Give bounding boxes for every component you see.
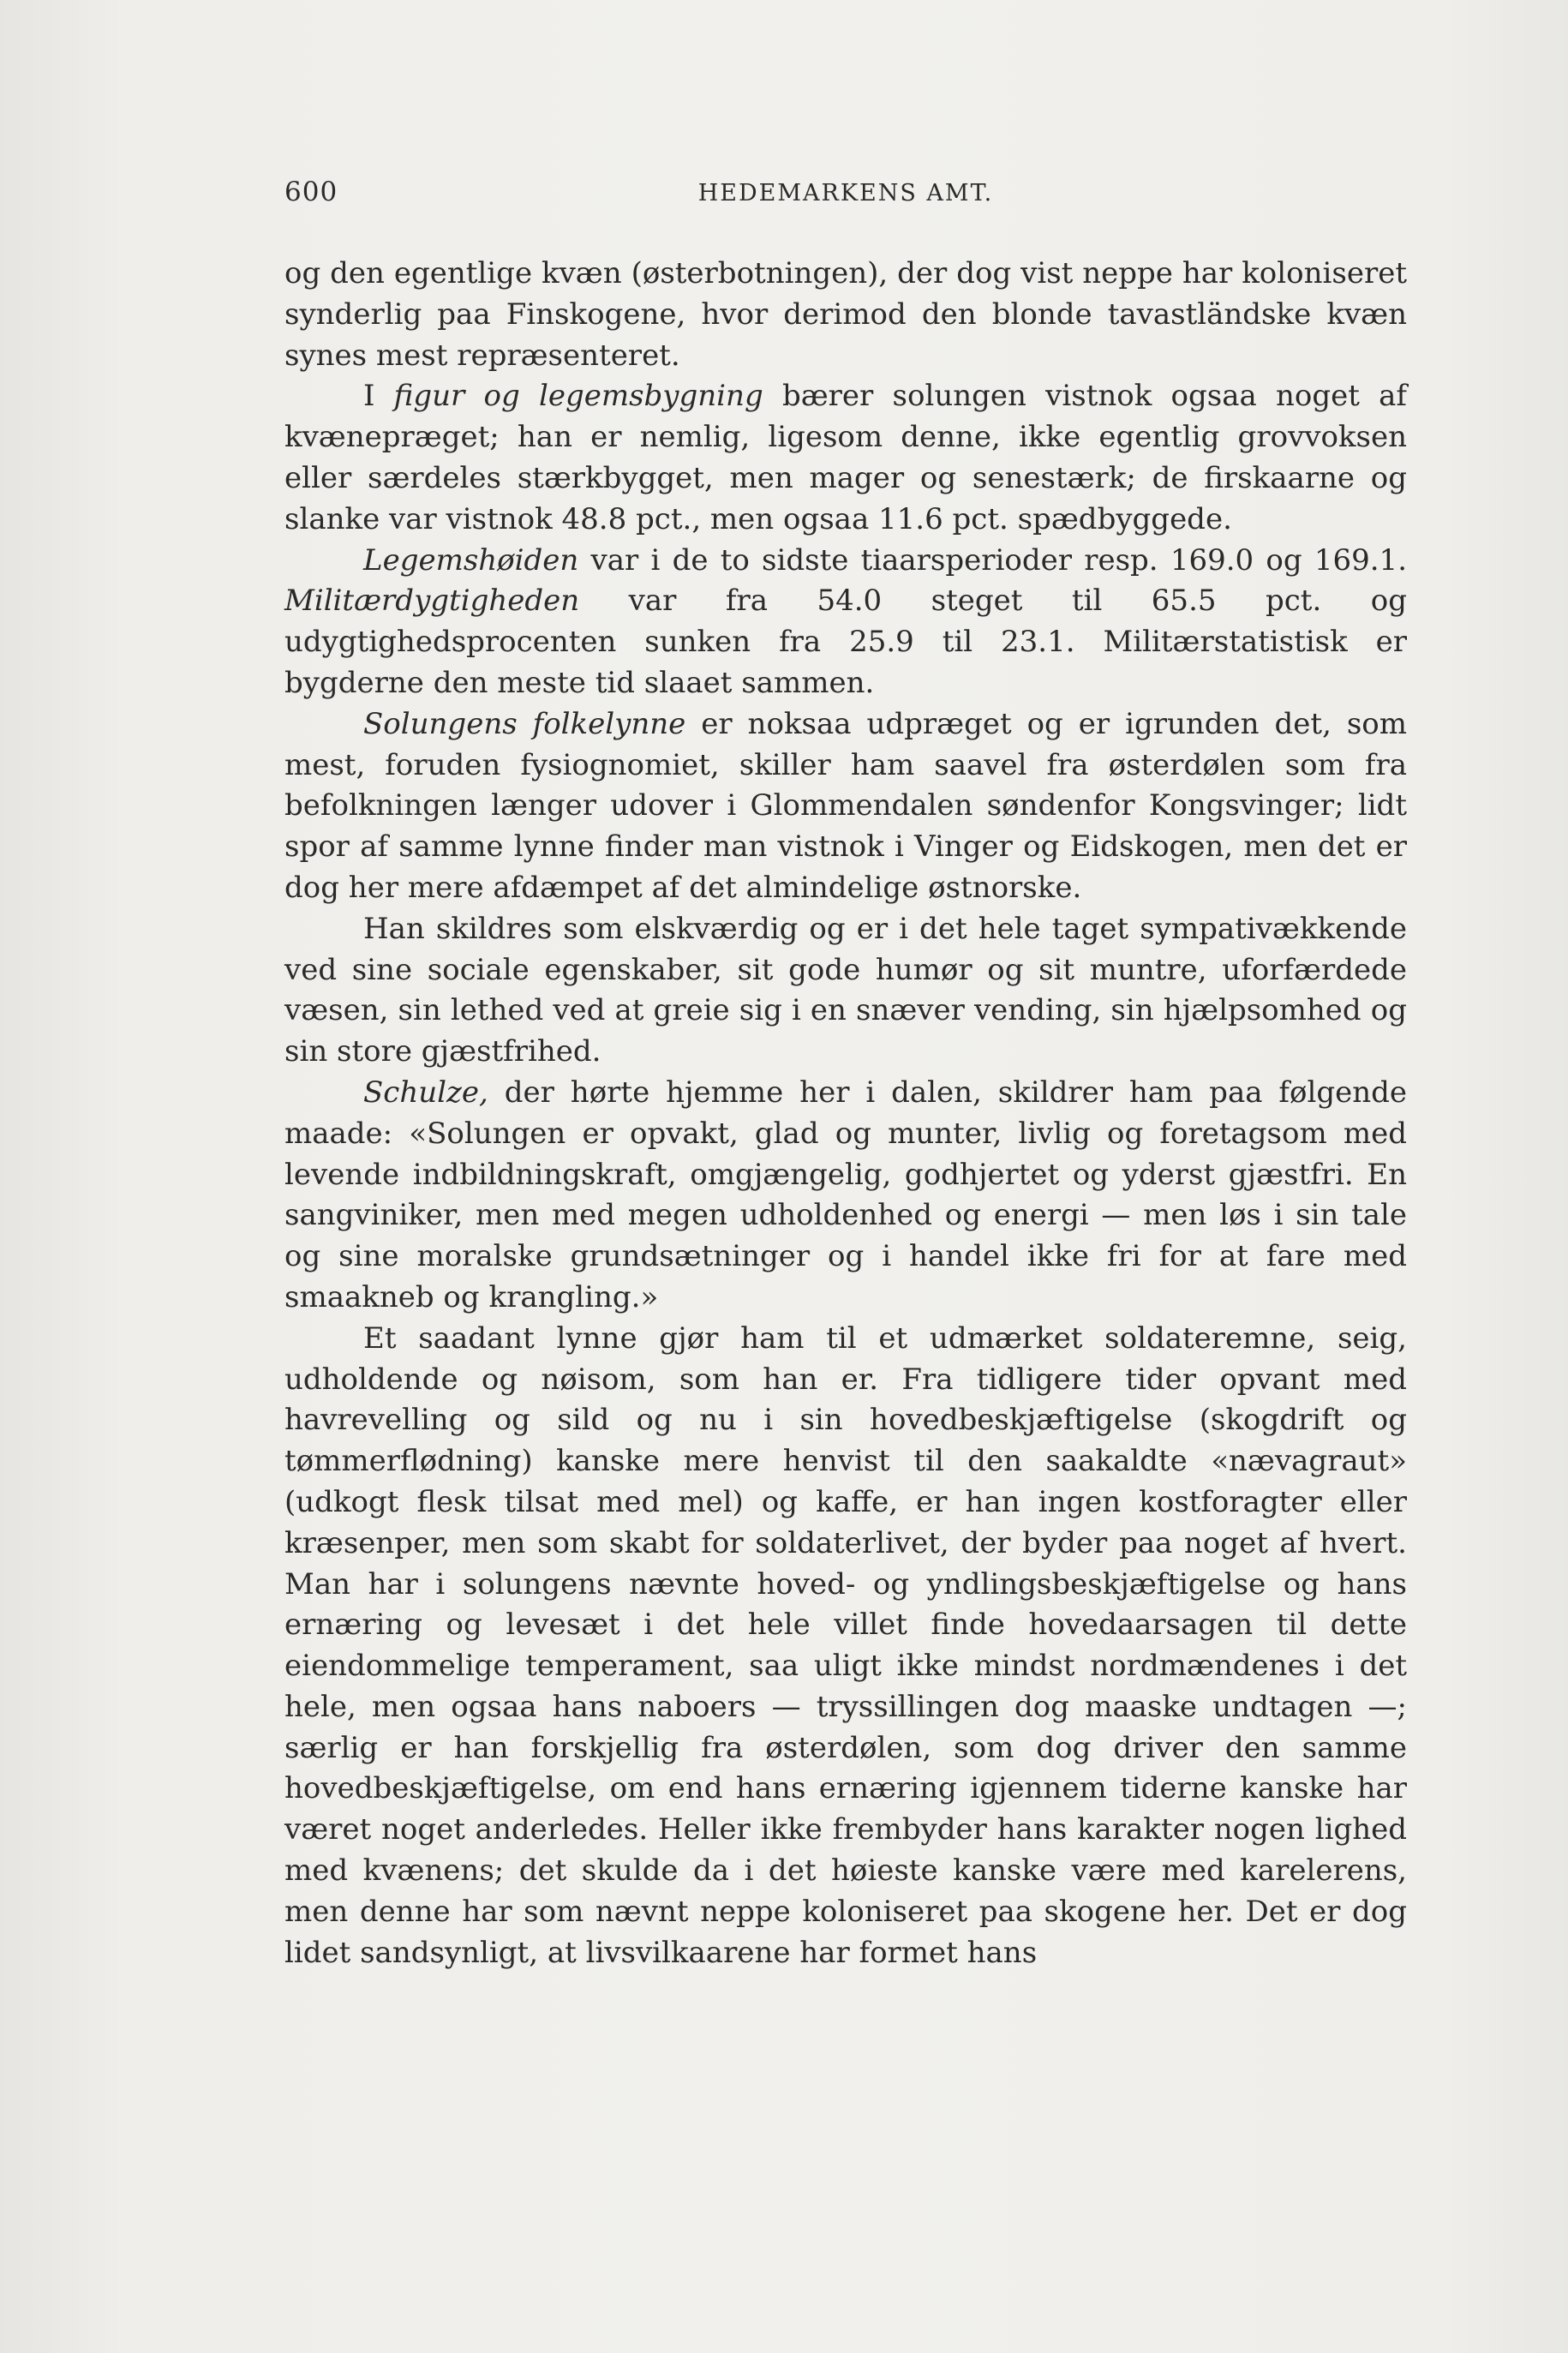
paragraph: [284, 254, 1407, 376]
page-header: [284, 177, 1407, 219]
paragraph: [284, 704, 1407, 909]
body-text: [284, 254, 1407, 1973]
italic-term: Militærdygtigheden: [284, 584, 580, 619]
paragraph: [284, 1319, 1407, 1974]
paragraph: [284, 909, 1407, 1073]
text-segment: var fra 54.0 steget til 65.5 pct. og udygtighedsprocenten sunken fra 25.9 til 23.1. Militærstatistisk er bygderne den meste tid slaaet sammen.: [284, 584, 1407, 700]
text-segment: og den egentlige kvæn (østerbotningen), der dog vist neppe har koloniseret synderlig paa Finskogene, hvor derimod den blonde tavastländske kvæn synes mest repræsenteret.: [284, 256, 1407, 373]
italic-term: Solungens folkelynne: [363, 706, 686, 741]
text-segment: Et saadant lynne gjør ham til et udmærket soldateremne, seig, udholdende og nøisom, som han er. Fra tidligere tider opvant med havrevelling og sild og nu i sin hovedbeskjæftigelse (skogdrift og tømmerflødning) kanske mere henvist til den saakaldte «nævagraut» (udkogt flesk tilsat med mel) og kaffe, er han ingen kostforagter eller kræsenper, men som skabt for soldaterlivet, der byder paa noget af hvert. Man har i solungens nævnte hoved- og yndlingsbeskjæftigelse og hans ernæring og levesæt i det hele villet finde hovedaarsagen til dette eiendommelige temperament, saa uligt ikke mindst nordmændenes i det hele, men ogsaa hans naboers — tryssillingen dog maaske undtagen —; særlig er han forskjellig fra østerdølen, som dog driver den samme hovedbeskjæftigelse, om end hans ernæring igjennem tiderne kanske har været noget anderledes. Heller ikke frembyder hans karakter nogen lighed med kvænens; det skulde da i det høieste kanske være med karelerens, men denne har som nævnt neppe koloniseret paa skogene her. Det er dog lidet sandsynligt, at livsvilkaarene har formet hans: [284, 1320, 1407, 1970]
page-number: 600: [284, 177, 338, 207]
italic-term: Legemshøiden: [363, 542, 579, 578]
paragraph: [284, 541, 1407, 704]
text-segment: var i de to sidste tiaarsperioder resp. 169.0 og 169.1.: [578, 542, 1407, 578]
paragraph: [284, 376, 1407, 540]
running-head: HEDEMARKENS AMT.: [697, 180, 994, 207]
text-segment: I: [363, 379, 394, 414]
italic-term: Schulze,: [363, 1075, 488, 1110]
paragraph: [284, 1073, 1407, 1319]
text-segment: bærer solungen vistnok ogsaa noget af kvænepræget; han er nemlig, ligesom denne, ikke egentlig grovvoksen eller særdeles stærkbygget, men mager og senestærk; de firskaarne og slanke var vistnok 48.8 pct., men ogsaa 11.6 pct. spædbyggede.: [284, 379, 1407, 536]
text-segment: der hørte hjemme her i dalen, skildrer ham paa følgende maade: «Solungen er opvakt, glad og munter, livlig og foretagsom med levende indbildningskraft, omgjængelig, godhjertet og yderst gjæstfri. En sangviniker, men med megen udholdenhed og energi — men løs i sin tale og sine moralske grundsætninger og i handel ikke fri for at fare med smaakneb og krangling.»: [284, 1075, 1407, 1314]
text-segment: Han skildres som elskværdig og er i det hele taget sympativækkende ved sine sociale egenskaber, sit gode humør og sit muntre, uforfærdede væsen, sin lethed ved at greie sig i en snæver vending, sin hjælpsomhed og sin store gjæstfrihed.: [284, 911, 1407, 1069]
italic-term: figur og legemsbygning: [393, 379, 763, 414]
text-segment: er noksaa udpræget og er igrunden det, som mest, foruden fysiognomiet, skiller ham saavel fra østerdølen som fra befolkningen længer udover i Glommendalen søndenfor Kongsvinger; lidt spor af samme lynne finder man vistnok i Vinger og Eidskogen, men det er dog her mere afdæmpet af det almindelige østnorske.: [284, 706, 1407, 905]
